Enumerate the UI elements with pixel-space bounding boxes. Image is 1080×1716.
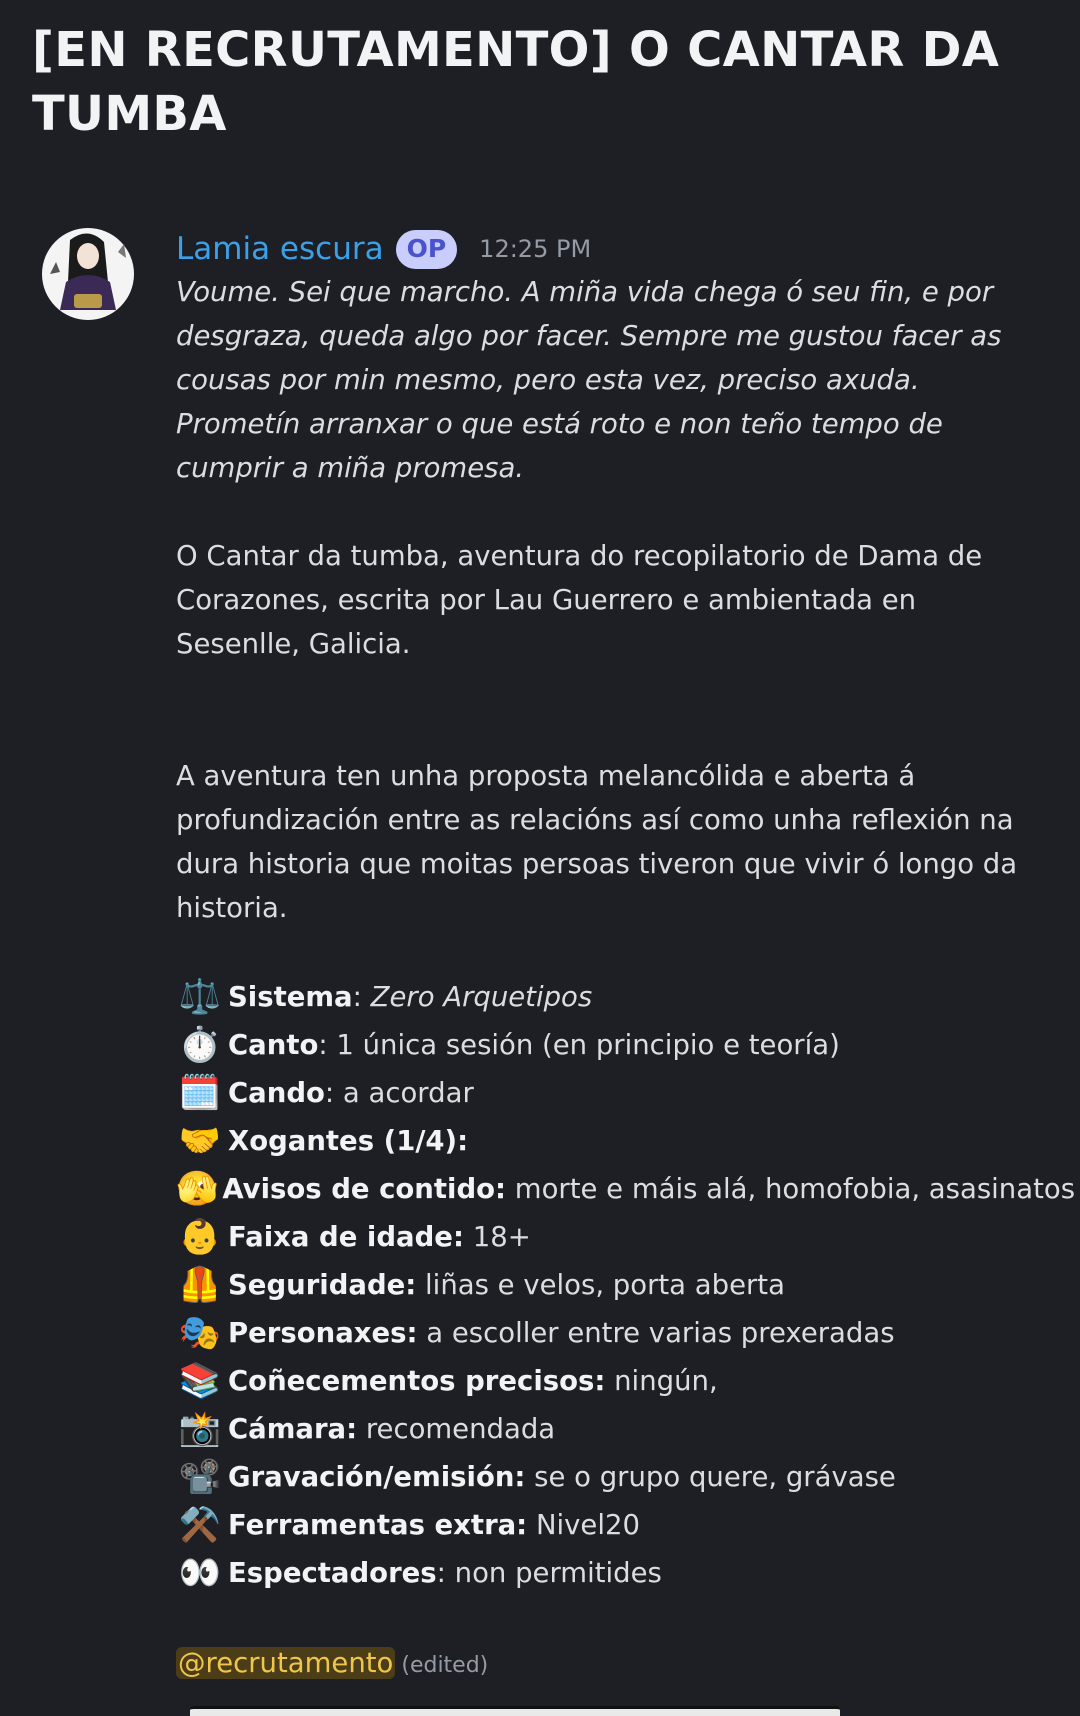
edited-label: (edited) xyxy=(401,1653,489,1678)
info-separator xyxy=(525,1455,534,1499)
info-separator: : xyxy=(318,1029,337,1061)
info-item xyxy=(176,1117,1036,1165)
intro-text: Voume. Sei que marcho. A miña vida chega ó seu fin, e por desgraza, queda algo por facer. Sempre me gustou facer as cousas por min mesmo, pero esta vez, preciso axuda. Prometín arranxar o que está roto e non teño tempo de cumprir a miña promesa. xyxy=(176,276,1002,484)
info-label: Faixa de idade: xyxy=(228,1221,464,1253)
info-separator xyxy=(527,1503,536,1547)
author-name[interactable]: Lamia escura xyxy=(176,231,384,267)
balance-scale-icon: ⚖️ xyxy=(178,977,222,1017)
info-item xyxy=(176,1213,1036,1261)
eyes-icon: 👀 xyxy=(178,1553,222,1593)
info-label: Cámara: xyxy=(228,1413,358,1445)
info-item xyxy=(176,1501,1036,1549)
spacer xyxy=(176,490,1036,534)
mention-line xyxy=(176,1641,1036,1688)
spacer xyxy=(176,1597,1036,1641)
stopwatch-icon: ⏱️ xyxy=(178,1025,222,1065)
message-timestamp: 12:25 PM xyxy=(479,235,592,263)
info-item xyxy=(176,973,1036,1021)
camera-flash-icon: 📸 xyxy=(178,1409,222,1449)
info-label: Personaxes: xyxy=(228,1317,418,1349)
info-item xyxy=(176,1357,1036,1405)
info-separator: : xyxy=(436,1557,455,1589)
info-label: Coñecementos precisos: xyxy=(228,1365,606,1397)
info-separator xyxy=(506,1167,515,1211)
adventure-proposal: A aventura ten unha proposta melancólida e aberta á profundización entre as relacións así como unha reflexión na dura historia que moitas persoas tiveron que vivir ó longo da historia. xyxy=(176,760,1018,924)
info-separator xyxy=(464,1215,473,1259)
info-item xyxy=(176,1405,1036,1453)
info-label: Espectadores xyxy=(228,1557,437,1589)
info-label: Sistema xyxy=(228,981,353,1013)
avatar-image xyxy=(36,222,140,326)
info-separator xyxy=(605,1359,614,1403)
info-separator: : xyxy=(352,981,371,1013)
info-item xyxy=(176,1261,1036,1309)
info-value: 1 única sesión (en principio e teoría) xyxy=(336,1029,840,1061)
info-value: 18+ xyxy=(472,1221,531,1253)
info-item xyxy=(176,1165,1076,1213)
spacer xyxy=(176,666,1036,754)
info-label: Ferramentas extra: xyxy=(228,1509,528,1541)
info-separator xyxy=(418,1311,427,1355)
baby-icon: 👶 xyxy=(178,1217,222,1257)
info-value: morte e máis alá, homofobia, asasinatos xyxy=(514,1173,1076,1205)
info-value: recomendada xyxy=(365,1413,556,1445)
info-label: Cando xyxy=(228,1077,325,1109)
info-separator xyxy=(416,1263,425,1307)
books-icon: 📚 xyxy=(178,1361,222,1401)
info-value: Nivel20 xyxy=(535,1509,640,1541)
adventure-description: O Cantar da tumba, aventura do recopilatorio de Dama de Corazones, escrita por Lau Guerrero e ambientada en Sesenlle, Galicia. xyxy=(176,540,983,660)
info-label: Seguridade: xyxy=(228,1269,417,1301)
info-label: Avisos de contido: xyxy=(222,1173,507,1205)
info-item xyxy=(176,1549,1036,1597)
film-projector-icon: 📽️ xyxy=(178,1457,222,1497)
info-separator xyxy=(357,1407,366,1451)
info-value: a escoller entre varias prexeradas xyxy=(426,1317,895,1349)
info-value: se o grupo quere, grávase xyxy=(534,1461,896,1493)
info-item xyxy=(176,1069,1036,1117)
avatar[interactable] xyxy=(36,222,140,326)
info-item xyxy=(176,1021,1036,1069)
info-list xyxy=(176,973,1076,1597)
info-label: Xogantes (1/4): xyxy=(228,1125,469,1157)
info-value: Zero Arquetipos xyxy=(370,981,593,1013)
handshake-icon: 🤝 xyxy=(178,1121,222,1161)
info-item xyxy=(176,1453,1036,1501)
info-value: ningún, xyxy=(614,1365,718,1397)
role-mention[interactable]: @recrutamento xyxy=(178,1647,394,1679)
page-title: [EN RECRUTAMENTO] O CANTAR DA TUMBA xyxy=(32,22,1000,142)
info-item xyxy=(176,1309,1036,1357)
attachment-preview[interactable] xyxy=(190,1706,840,1716)
message-content xyxy=(176,270,1076,1688)
calendar-icon: 🗓️ xyxy=(178,1073,222,1113)
info-label: Canto xyxy=(228,1029,319,1061)
spacer xyxy=(176,930,1036,973)
theater-masks-icon: 🎭 xyxy=(178,1313,222,1353)
hammer-pick-icon: ⚒️ xyxy=(178,1505,222,1545)
info-value: a acordar xyxy=(342,1077,474,1109)
peeking-face-icon: 🫣 xyxy=(176,1169,219,1209)
info-label: Gravación/emisión: xyxy=(228,1461,526,1493)
safety-vest-icon: 🦺 xyxy=(178,1265,222,1305)
message-header xyxy=(176,226,591,272)
op-badge: OP xyxy=(396,230,458,269)
info-value: liñas e velos, porta aberta xyxy=(425,1269,785,1301)
info-value: non permitides xyxy=(454,1557,662,1589)
info-separator: : xyxy=(324,1077,343,1109)
